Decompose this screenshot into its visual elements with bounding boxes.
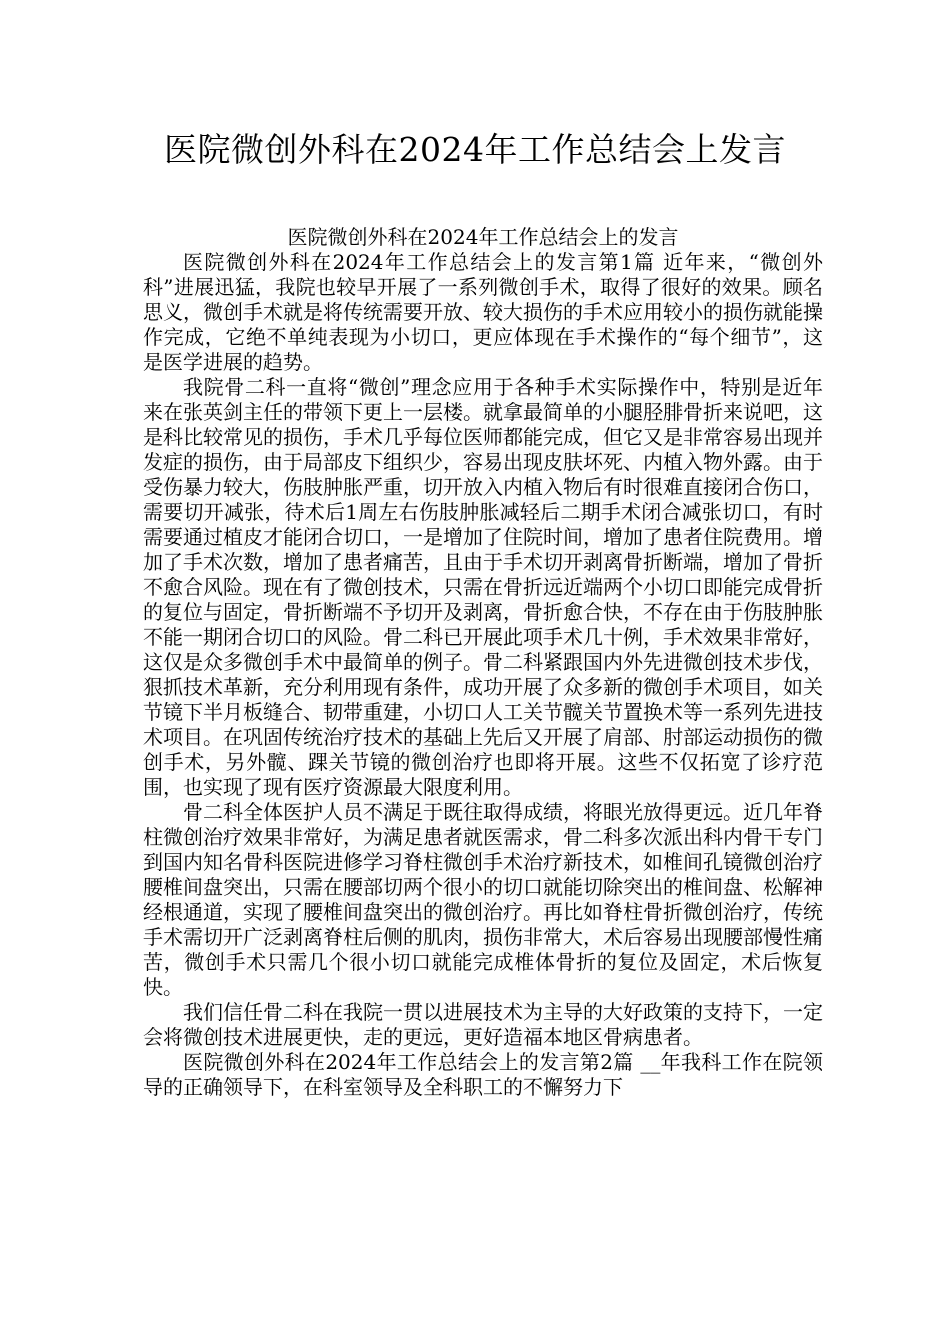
paragraph-1: 医院微创外科在2024年工作总结会上的发言第1篇 近年来，“微创外科”进展迅猛，我院也较早开展了一系列微创手术，取得了很好的效果。顾名思义，微创手术就是将传统需要开放、较大损伤的手术应用较小的损伤就能操作完成，它绝不单纯表现为小切口，更应体现在手术操作的“每个细节”，这是医学进展的趋势。 (143, 250, 823, 374)
paragraph-4: 我们信任骨二科在我院一贯以进展技术为主导的大好政策的支持下，一定会将微创技术进展更快，走的更远，更好造福本地区骨病患者。 (143, 1000, 823, 1049)
paragraph-3: 骨二科全体医护人员不满足于既往取得成绩，将眼光放得更远。近几年脊柱微创治疗效果非常好，为满足患者就医需求，骨二科多次派出科内骨干专门到国内知名骨科医院进修学习脊柱微创手术治疗新技术，如椎间孔镜微创治疗腰椎间盘突出，只需在腰部切两个很小的切口就能切除突出的椎间盘、松解神经根通道，实现了腰椎间盘突出的微创治疗。再比如脊柱骨折微创治疗，传统手术需切开广泛剥离脊柱后侧的肌肉，损伤非常大，术后容易出现腰部慢性痛苦，微创手术只需几个很小切口就能完成椎体骨折的复位及固定，术后恢复快。 (143, 800, 823, 999)
paragraph-2: 我院骨二科一直将“微创”理念应用于各种手术实际操作中，特别是近年来在张英剑主任的带领下更上一层楼。就拿最简单的小腿胫腓骨折来说吧，这是科比较常见的损伤，手术几乎每位医师都能完成，但它又是非常容易出现并发症的损伤，由于局部皮下组织少，容易出现皮肤坏死、内植入物外露。由于受伤暴力较大，伤肢肿胀严重，切开放入内植入物后有时很难直接闭合伤口，需要切开减张，待术后1周左右伤肢肿胀减轻后二期手术闭合减张切口，有时需要通过植皮才能闭合切口，一是增加了住院时间，增加了患者住院费用。增加了手术次数，增加了患者痛苦，且由于手术切开剥离骨折断端，增加了骨折不愈合风险。现在有了微创技术，只需在骨折远近端两个小切口即能完成骨折的复位与固定，骨折断端不予切开及剥离，骨折愈合快，不存在由于伤肢肿胀不能一期闭合切口的风险。骨二科已开展此项手术几十例，手术效果非常好，这仅是众多微创手术中最简单的例子。骨二科紧跟国内外先进微创技术步伐，狠抓技术革新，充分利用现有条件，成功开展了众多新的微创手术项目，如关节镜下半月板缝合、韧带重建，小切口人工关节髋关节置换术等一系列先进技术项目。在巩固传统治疗技术的基础上先后又开展了肩部、肘部运动损伤的微创手术，另外髋、踝关节镜的微创治疗也即将开展。这些不仅拓宽了诊疗范围，也实现了现有医疗资源最大限度利用。 (143, 375, 823, 799)
paragraph-5: 医院微创外科在2024年工作总结会上的发言第2篇 __年我科工作在院领导的正确领导下，在科室领导及全科职工的不懈努力下 (143, 1050, 823, 1099)
document-title: 医院微创外科在2024年工作总结会上发言 (164, 130, 786, 169)
document-subtitle: 医院微创外科在2024年工作总结会上的发言 (287, 225, 679, 249)
document-body (143, 250, 823, 1100)
